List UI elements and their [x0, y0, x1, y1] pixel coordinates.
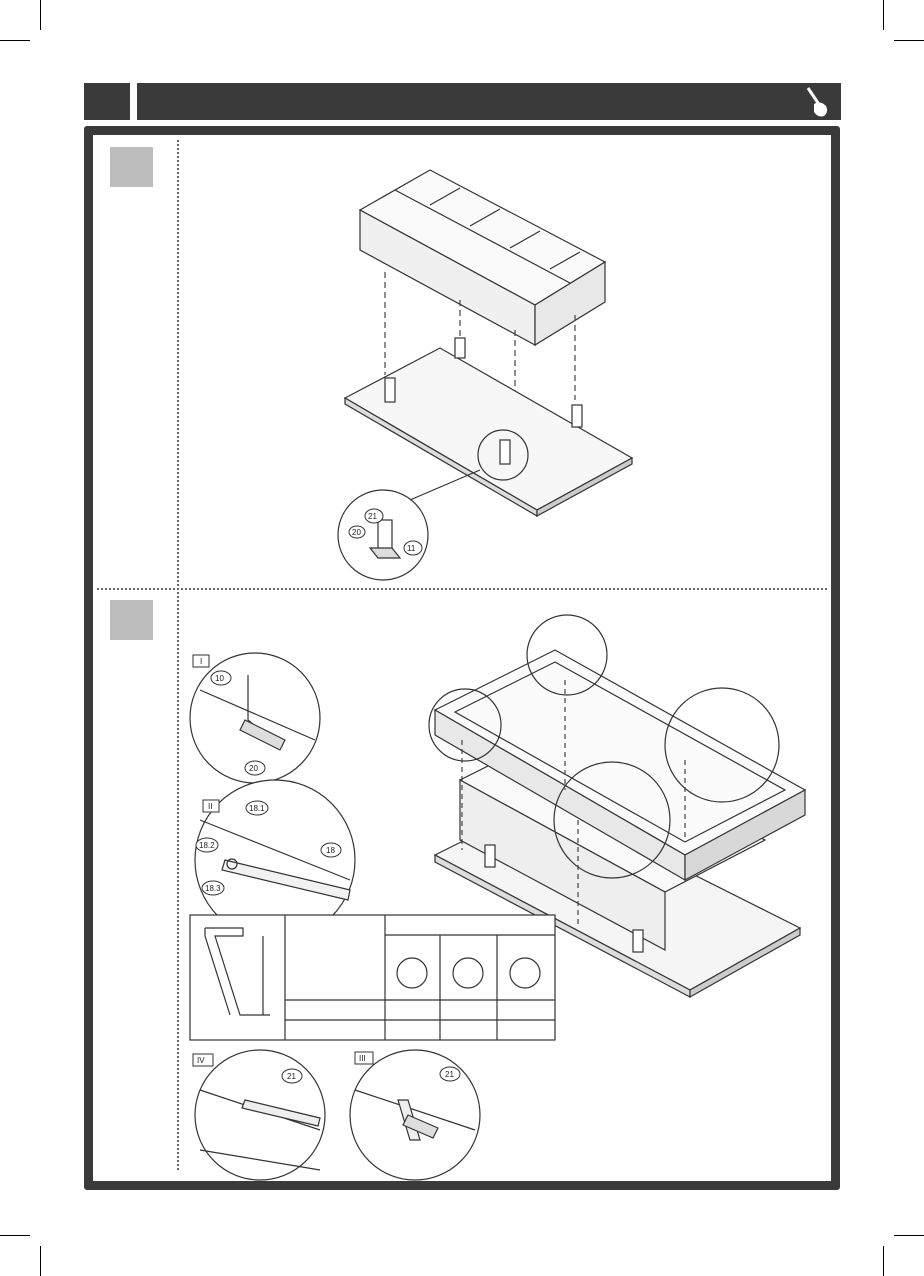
callout-10: 10	[215, 674, 224, 683]
callout-21: 21	[287, 1072, 296, 1081]
detail-circle-IV	[195, 1050, 325, 1180]
callout-21: 21	[445, 1070, 454, 1079]
callout-18: 18	[326, 846, 335, 855]
step1-frame	[360, 170, 605, 345]
callout-21: 21	[368, 512, 377, 521]
callout-18-3: 18.3	[205, 884, 221, 893]
detail-label-II: II	[208, 802, 213, 811]
detail-circle-III	[350, 1050, 480, 1180]
detail-label-III: III	[359, 1054, 366, 1063]
callout-18-2: 18.2	[199, 841, 215, 850]
callout-18-1: 18.1	[249, 804, 265, 813]
callout-20: 20	[352, 528, 361, 537]
adjustment-table	[190, 915, 555, 1040]
callout-11: 11	[407, 544, 416, 553]
callout-20: 20	[249, 764, 258, 773]
detail-label-IV: IV	[197, 1056, 205, 1065]
detail-label-I: I	[200, 657, 203, 666]
